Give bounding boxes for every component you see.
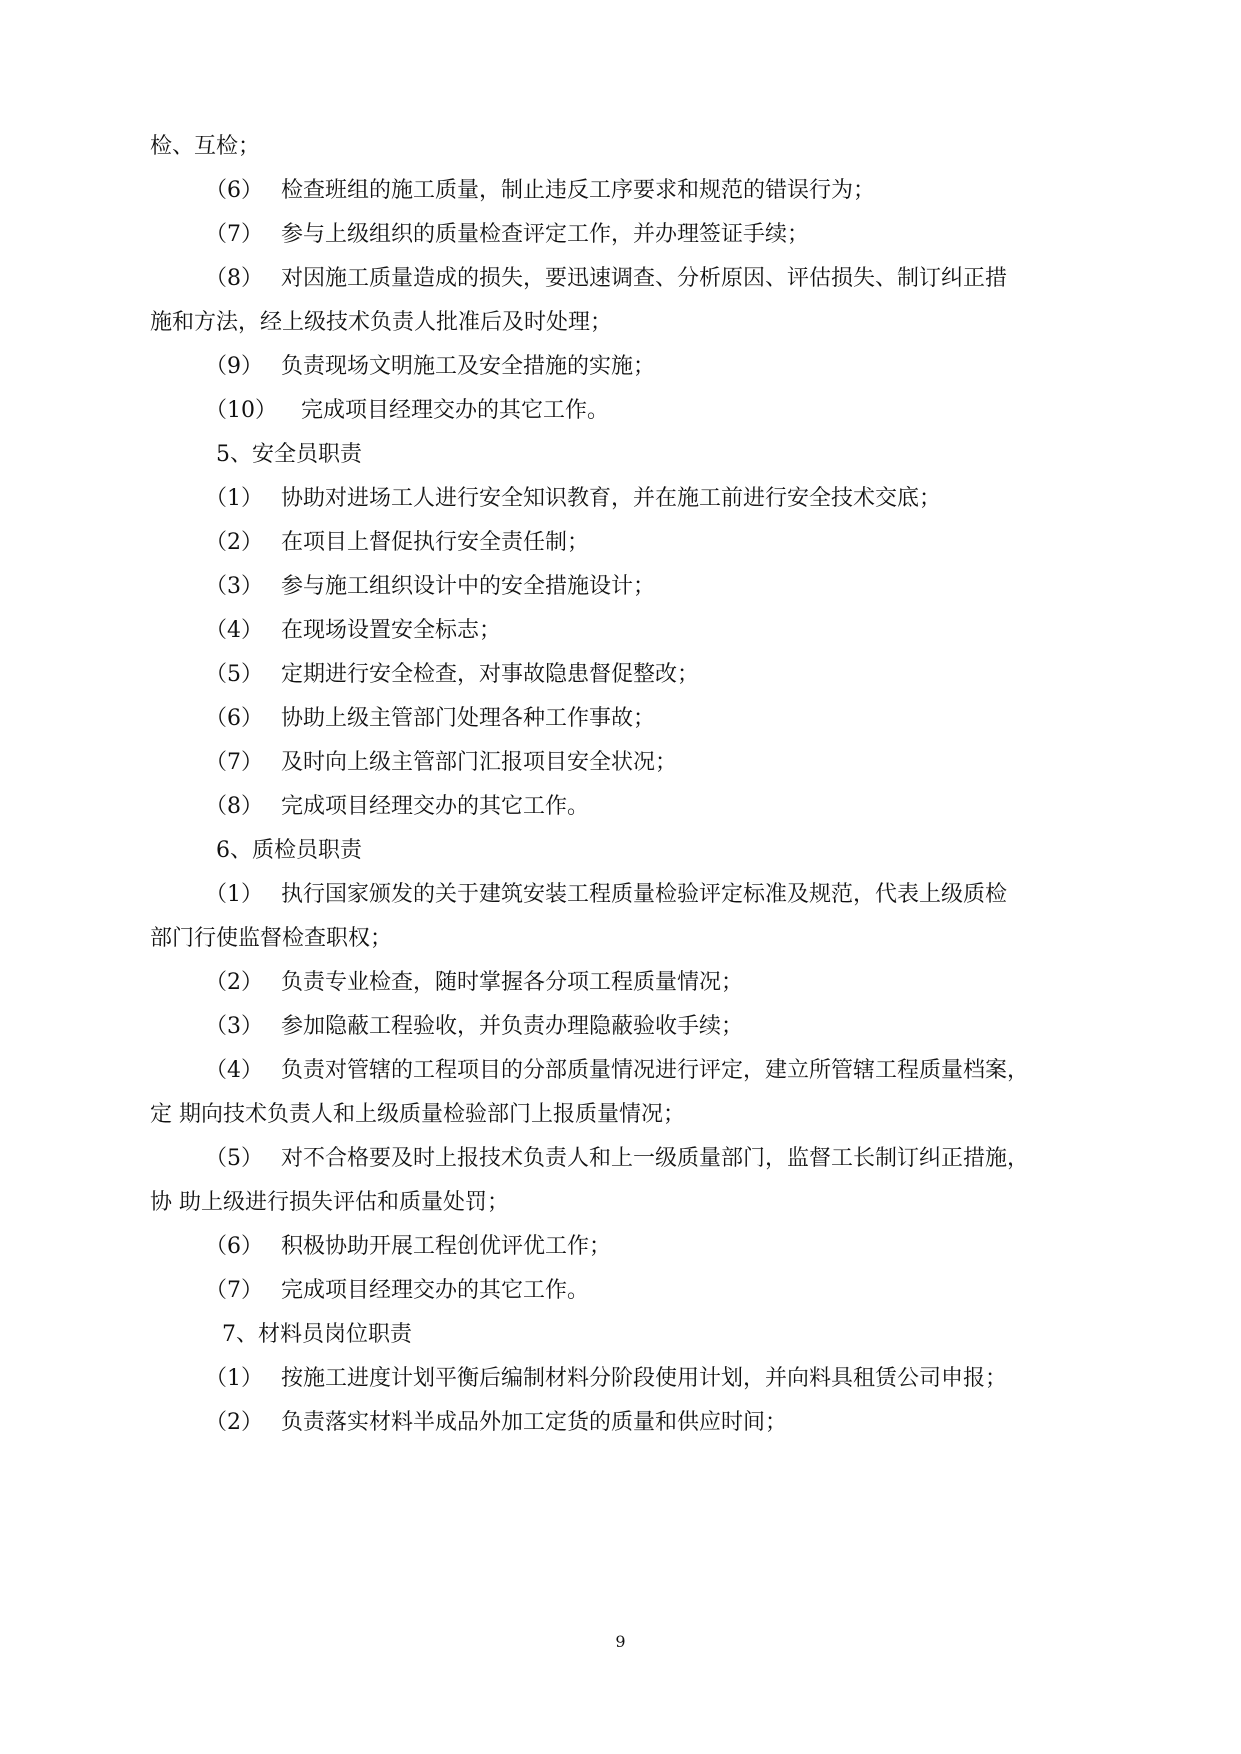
continuation-line (150, 1100, 685, 1130)
item-number: （4） (205, 1058, 263, 1083)
list-item (205, 704, 655, 734)
item-text: 在项目上督促执行安全责任制； (281, 530, 590, 555)
list-item (205, 1408, 787, 1438)
list-item (205, 1276, 589, 1306)
list-item (205, 880, 1007, 910)
item-number: （2） (205, 1410, 263, 1435)
item-text: 负责专业检查，随时掌握各分项工程质量情况； (281, 970, 744, 995)
item-number: （10） (205, 398, 277, 423)
list-item (205, 1232, 611, 1262)
item-text: 完成项目经理交办的其它工作。 (281, 1278, 590, 1303)
list-item (205, 352, 655, 382)
item-number: （4） (205, 618, 263, 643)
list-item (205, 1144, 1029, 1174)
item-text: 参与施工组织设计中的安全措施设计； (281, 574, 656, 599)
item-text: 积极协助开展工程创优评优工作； (281, 1234, 612, 1259)
item-text: 在现场设置安全标志； (281, 618, 502, 643)
section-heading (216, 440, 362, 470)
item-text: 及时向上级主管部门汇报项目安全状况； (281, 750, 678, 775)
line-text: 施和方法，经上级技术负责人批准后及时处理； (150, 310, 613, 335)
list-item (205, 748, 677, 778)
list-item (205, 616, 501, 646)
line-text: 部门行使监督检查职权； (150, 926, 393, 951)
list-item (205, 792, 589, 822)
item-text: 完成项目经理交办的其它工作。 (281, 794, 590, 819)
item-text: 完成项目经理交办的其它工作。 (301, 398, 610, 423)
text-line (150, 132, 260, 162)
list-item (205, 1364, 1007, 1394)
item-number: （5） (205, 1146, 263, 1171)
heading-text: 6、质检员职责 (216, 838, 362, 863)
list-item (205, 1056, 1029, 1086)
list-item (205, 220, 809, 250)
item-text: 参与上级组织的质量检查评定工作，并办理签证手续； (281, 222, 810, 247)
item-number: （7） (205, 750, 263, 775)
list-item (205, 572, 655, 602)
item-number: （1） (205, 486, 263, 511)
item-text: 协助上级主管部门处理各种工作事故； (281, 706, 656, 731)
item-number: （9） (205, 354, 263, 379)
item-number: （8） (205, 266, 263, 291)
section-heading (222, 1320, 412, 1350)
item-number: （1） (205, 1366, 263, 1391)
item-number: （3） (205, 1014, 263, 1039)
item-text: 按施工进度计划平衡后编制材料分阶段使用计划，并向料具租赁公司申报； (281, 1366, 1008, 1391)
item-number: （3） (205, 574, 263, 599)
continuation-line (150, 1188, 509, 1218)
item-text: 协助对进场工人进行安全知识教育，并在施工前进行安全技术交底； (281, 486, 942, 511)
item-text: 执行国家颁发的关于建筑安装工程质量检验评定标准及规范，代表上级质检 (281, 882, 1008, 907)
item-number: （6） (205, 178, 263, 203)
list-item (205, 1012, 743, 1042)
section-heading (216, 836, 362, 866)
heading-text: 5、安全员职责 (216, 442, 362, 467)
item-text: 对不合格要及时上报技术负责人和上一级质量部门，监督工长制订纠正措施， (281, 1146, 1030, 1171)
list-item (205, 396, 609, 426)
item-number: （6） (205, 1234, 263, 1259)
item-number: （2） (205, 970, 263, 995)
item-text: 负责现场文明施工及安全措施的实施； (281, 354, 656, 379)
item-number: （7） (205, 222, 263, 247)
item-number: （7） (205, 1278, 263, 1303)
item-number: （2） (205, 530, 263, 555)
list-item (205, 528, 589, 558)
list-item (205, 968, 743, 998)
item-text: 检查班组的施工质量，制止违反工序要求和规范的错误行为； (281, 178, 876, 203)
heading-text: 7、材料员岗位职责 (222, 1322, 412, 1347)
item-text: 参加隐蔽工程验收，并负责办理隐蔽验收手续； (281, 1014, 744, 1039)
item-number: （1） (205, 882, 263, 907)
item-number: （6） (205, 706, 263, 731)
item-text: 定期进行安全检查，对事故隐患督促整改； (281, 662, 700, 687)
page-number: 9 (615, 1632, 626, 1651)
continuation-line (150, 308, 612, 338)
list-item (205, 264, 1007, 294)
line-text: 协 助上级进行损失评估和质量处罚； (150, 1190, 509, 1215)
list-item (205, 484, 941, 514)
list-item (205, 660, 699, 690)
continuation-line (150, 924, 392, 954)
item-text: 负责落实材料半成品外加工定货的质量和供应时间； (281, 1410, 788, 1435)
line-text: 定 期向技术负责人和上级质量检验部门上报质量情况； (150, 1102, 685, 1127)
item-number: （8） (205, 794, 263, 819)
item-number: （5） (205, 662, 263, 687)
line-text: 检、互检； (150, 134, 261, 159)
item-text: 对因施工质量造成的损失，要迅速调查、分析原因、评估损失、制订纠正措 (281, 266, 1008, 291)
item-text: 负责对管辖的工程项目的分部质量情况进行评定，建立所管辖工程质量档案， (281, 1058, 1030, 1083)
list-item (205, 176, 875, 206)
